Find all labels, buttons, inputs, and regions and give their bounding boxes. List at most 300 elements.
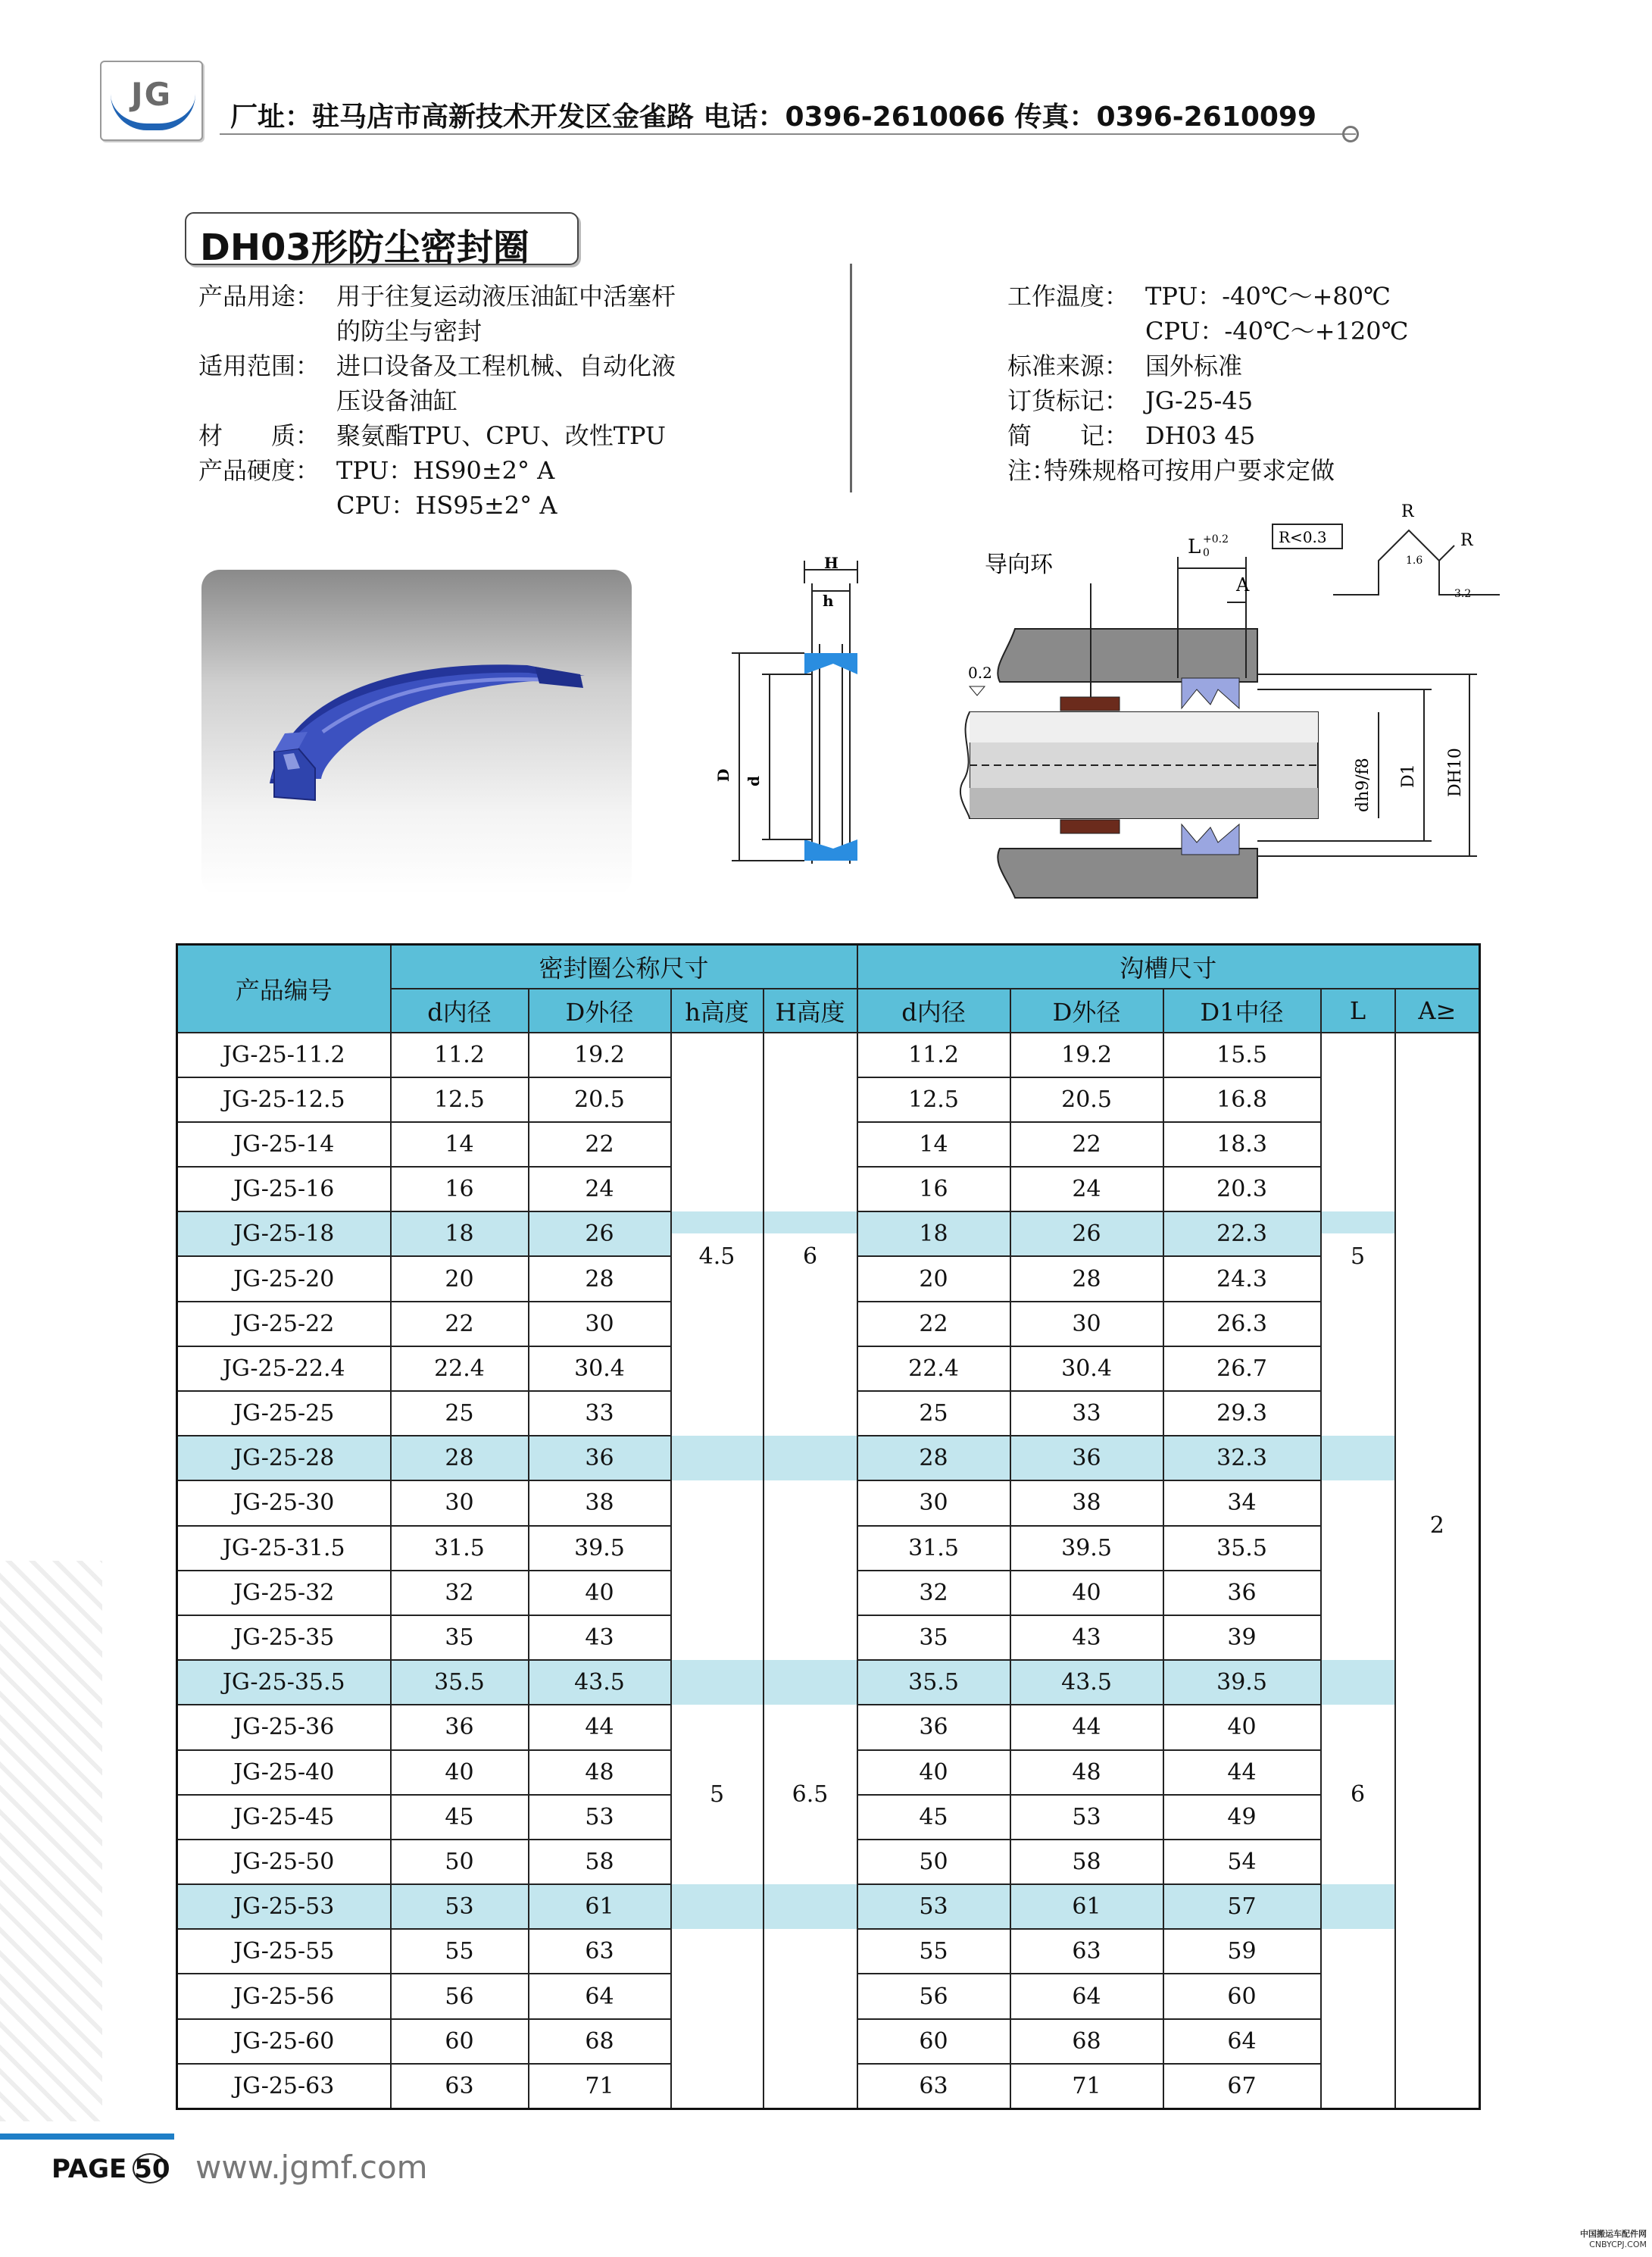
header-groove-A: A≥	[1395, 989, 1480, 1033]
cell-groove-D1: 64	[1163, 2019, 1321, 2064]
cell-groove-d: 35.5	[857, 1660, 1010, 1705]
cell-seal-h	[671, 2064, 764, 2109]
cell-groove-D1: 20.3	[1163, 1167, 1321, 1211]
cell-product-code: JG-25-53	[177, 1884, 391, 1929]
cell-seal-d: 50	[391, 1840, 529, 1884]
table-row	[177, 1929, 1480, 1974]
cell-seal-d: 55	[391, 1929, 529, 1974]
cell-product-code: JG-25-16	[177, 1167, 391, 1211]
table-row	[177, 1436, 1480, 1480]
table-row	[177, 1526, 1480, 1571]
cell-groove-D: 43.5	[1010, 1660, 1163, 1705]
label-D: D	[714, 768, 732, 782]
page-title: DH03形防尘密封圈	[200, 227, 529, 269]
drawing-svg	[682, 485, 1575, 939]
cell-groove-A	[1395, 1256, 1480, 1301]
info_right-label: 简 记：	[1007, 421, 1129, 450]
table-row	[177, 1615, 1480, 1660]
cell-groove-d: 28	[857, 1436, 1010, 1480]
info_left-value: 聚氨酯TPU、CPU、改性TPU	[336, 421, 666, 450]
cell-seal-h	[671, 1615, 764, 1660]
label-d: d	[745, 776, 763, 786]
cell-groove-L	[1321, 1705, 1395, 1749]
page-number	[52, 2153, 170, 2184]
cell-groove-A	[1395, 1929, 1480, 1974]
header-groove-d: d内径	[857, 989, 1010, 1033]
header-groove-D1: D1中径	[1163, 989, 1321, 1033]
cell-seal-h	[671, 1884, 764, 1929]
header-groove-size: 沟槽尺寸	[857, 945, 1480, 989]
cell-groove-D1: 40	[1163, 1705, 1321, 1749]
cell-seal-H	[764, 1884, 857, 1929]
cell-seal-h	[671, 1974, 764, 2018]
cell-seal-d: 22	[391, 1302, 529, 1346]
cell-seal-h: 5	[671, 1772, 764, 1817]
cell-seal-D: 64	[529, 1974, 671, 2018]
table-row	[177, 1167, 1480, 1211]
info_right-row	[1007, 418, 1408, 453]
cell-groove-L	[1321, 1391, 1395, 1436]
cell-seal-h	[671, 1705, 764, 1749]
cell-groove-D: 64	[1010, 1974, 1163, 2018]
cell-groove-D: 30.4	[1010, 1346, 1163, 1391]
cell-groove-d: 11.2	[857, 1033, 1010, 1077]
cell-seal-d: 60	[391, 2019, 529, 2064]
cell-product-code: JG-25-50	[177, 1840, 391, 1884]
table-row	[177, 1302, 1480, 1346]
cell-groove-A	[1395, 1346, 1480, 1391]
cell-seal-H	[764, 1302, 857, 1346]
cell-groove-L	[1321, 1526, 1395, 1571]
info_right-label: 标准来源：	[1007, 352, 1129, 380]
info_right-row	[1007, 279, 1408, 314]
cell-groove-L	[1321, 2019, 1395, 2064]
info-right	[1007, 279, 1408, 488]
cell-seal-h	[671, 1660, 764, 1705]
table-row	[177, 1571, 1480, 1615]
info_right-label: 工作温度：	[1007, 282, 1129, 311]
cell-groove-D: 68	[1010, 2019, 1163, 2064]
cell-groove-A	[1395, 1660, 1480, 1705]
info_left-value: 进口设备及工程机械、自动化液	[336, 352, 676, 380]
label-L-tol2: 0	[1203, 547, 1210, 559]
info_left-label: 适用范围：	[198, 352, 320, 380]
cell-seal-D: 30	[529, 1302, 671, 1346]
cell-seal-D: 36	[529, 1436, 671, 1480]
ring-icon	[1342, 126, 1359, 142]
info_left-row	[198, 349, 676, 383]
cell-groove-d: 25	[857, 1391, 1010, 1436]
info_left-label: 产品用途：	[198, 282, 320, 311]
info_right-label: 注：	[1007, 456, 1057, 485]
cell-groove-L	[1321, 1480, 1395, 1525]
info_right-value: 特殊规格可按用户要求定做	[1044, 456, 1335, 485]
cell-seal-h	[671, 1346, 764, 1391]
cell-groove-D: 44	[1010, 1705, 1163, 1749]
cell-groove-A	[1395, 1795, 1480, 1840]
technical-drawing	[682, 485, 1575, 939]
cell-groove-D1: 36	[1163, 1571, 1321, 1615]
cell-seal-D: 33	[529, 1391, 671, 1436]
cell-product-code: JG-25-32	[177, 1571, 391, 1615]
cell-groove-d: 36	[857, 1705, 1010, 1749]
header-product-code: 产品编号	[177, 945, 391, 1033]
cell-groove-A	[1395, 1884, 1480, 1929]
cell-seal-D: 48	[529, 1750, 671, 1795]
cell-groove-d: 63	[857, 2064, 1010, 2109]
cell-groove-L	[1321, 1884, 1395, 1929]
cell-groove-D: 38	[1010, 1480, 1163, 1525]
footer-url: www.jgmf.com	[195, 2149, 428, 2186]
table-row	[177, 1256, 1480, 1301]
cell-seal-D: 71	[529, 2064, 671, 2109]
cell-groove-D: 33	[1010, 1391, 1163, 1436]
info-divider	[850, 264, 852, 492]
cell-groove-A	[1395, 1302, 1480, 1346]
cell-groove-L: 6	[1321, 1772, 1395, 1817]
cell-product-code: JG-25-20	[177, 1256, 391, 1301]
cell-seal-h	[671, 1571, 764, 1615]
cell-groove-d: 55	[857, 1929, 1010, 1974]
cell-seal-D: 61	[529, 1884, 671, 1929]
cell-seal-h	[671, 1929, 764, 1974]
cell-groove-d: 53	[857, 1884, 1010, 1929]
cell-groove-d: 60	[857, 2019, 1010, 2064]
info-left	[198, 279, 676, 523]
info_left-value: CPU：HS95±2° A	[336, 491, 557, 520]
cell-seal-H	[764, 1660, 857, 1705]
cell-groove-A	[1395, 1077, 1480, 1122]
cell-groove-D1: 34	[1163, 1480, 1321, 1525]
cell-seal-d: 14	[391, 1122, 529, 1167]
cell-groove-D1: 26.3	[1163, 1302, 1321, 1346]
cell-seal-H	[764, 1526, 857, 1571]
cell-seal-d: 56	[391, 1974, 529, 2018]
info_right-row	[1007, 314, 1408, 349]
cell-seal-H	[764, 1929, 857, 1974]
cell-seal-H	[764, 1122, 857, 1167]
cell-groove-A	[1395, 1122, 1480, 1167]
cell-groove-d: 22	[857, 1302, 1010, 1346]
table-row	[177, 1660, 1480, 1705]
address-line: 厂址：驻马店市高新技术开发区金雀路 电话：0396-2610066 传真：0396-2610099	[230, 102, 1317, 133]
label-r16: 1.6	[1406, 555, 1423, 567]
cell-seal-h	[671, 1122, 764, 1167]
label-R2: R	[1460, 531, 1473, 550]
label-guide-ring: 导向环	[985, 552, 1053, 578]
cell-groove-A	[1395, 1211, 1480, 1256]
cell-seal-H: 6.5	[764, 1772, 857, 1817]
cell-groove-D: 24	[1010, 1167, 1163, 1211]
cell-seal-h	[671, 1436, 764, 1480]
company-logo	[100, 61, 203, 141]
table-row	[177, 1391, 1480, 1436]
cell-seal-d: 20	[391, 1256, 529, 1301]
table-row	[177, 1884, 1480, 1929]
cell-seal-h	[671, 1167, 764, 1211]
cell-product-code: JG-25-18	[177, 1211, 391, 1256]
cell-groove-A	[1395, 1436, 1480, 1480]
cell-groove-L	[1321, 1974, 1395, 2018]
cell-seal-h	[671, 2019, 764, 2064]
cell-groove-D1: 32.3	[1163, 1436, 1321, 1480]
cell-groove-D1: 67	[1163, 2064, 1321, 2109]
table-row	[177, 1033, 1480, 1077]
cell-seal-D: 20.5	[529, 1077, 671, 1122]
cell-product-code: JG-25-40	[177, 1750, 391, 1795]
cell-seal-D: 43.5	[529, 1660, 671, 1705]
cell-product-code: JG-25-60	[177, 2019, 391, 2064]
cell-groove-D: 28	[1010, 1256, 1163, 1301]
cell-product-code: JG-25-36	[177, 1705, 391, 1749]
info_left-row	[198, 383, 676, 418]
cell-seal-H	[764, 1033, 857, 1077]
cell-groove-D1: 16.8	[1163, 1077, 1321, 1122]
cell-groove-d: 45	[857, 1795, 1010, 1840]
table-row	[177, 1840, 1480, 1884]
cell-groove-d: 35	[857, 1615, 1010, 1660]
cell-groove-D: 63	[1010, 1929, 1163, 1974]
cell-seal-H	[764, 2064, 857, 2109]
cell-groove-A	[1395, 1033, 1480, 1077]
cell-groove-d: 32	[857, 1571, 1010, 1615]
spec-table	[176, 943, 1481, 2110]
cell-product-code: JG-25-25	[177, 1391, 391, 1436]
cell-groove-D1: 59	[1163, 1929, 1321, 1974]
cell-groove-D1: 18.3	[1163, 1122, 1321, 1167]
cell-seal-d: 28	[391, 1436, 529, 1480]
cell-seal-d: 12.5	[391, 1077, 529, 1122]
cell-seal-d: 30	[391, 1480, 529, 1525]
cell-seal-D: 63	[529, 1929, 671, 1974]
page-number-value: 50	[134, 2154, 170, 2184]
cell-groove-D: 30	[1010, 1302, 1163, 1346]
cell-groove-D: 40	[1010, 1571, 1163, 1615]
header-seal-size: 密封圈公称尺寸	[391, 945, 857, 989]
header-groove-D: D外径	[1010, 989, 1163, 1033]
cell-groove-D: 71	[1010, 2064, 1163, 2109]
cell-seal-D: 24	[529, 1167, 671, 1211]
label-DH10: DH10	[1446, 748, 1465, 797]
cell-product-code: JG-25-63	[177, 2064, 391, 2109]
cell-seal-H	[764, 1480, 857, 1525]
cell-product-code: JG-25-14	[177, 1122, 391, 1167]
header-seal-D: D外径	[529, 989, 671, 1033]
cell-groove-L	[1321, 1033, 1395, 1077]
cell-groove-D1: 35.5	[1163, 1526, 1321, 1571]
cell-groove-D1: 39.5	[1163, 1660, 1321, 1705]
label-L-tol: +0.2	[1203, 533, 1229, 545]
cell-seal-d: 32	[391, 1571, 529, 1615]
page-header	[0, 0, 1652, 159]
title-box	[185, 212, 579, 269]
cell-seal-H	[764, 1077, 857, 1122]
table-row	[177, 1480, 1480, 1525]
cell-groove-d: 22.4	[857, 1346, 1010, 1391]
cell-groove-D1: 15.5	[1163, 1033, 1321, 1077]
info_left-value: 用于往复运动液压油缸中活塞杆	[336, 282, 676, 311]
cell-groove-d: 31.5	[857, 1526, 1010, 1571]
cell-seal-d: 53	[391, 1884, 529, 1929]
cell-seal-D: 26	[529, 1211, 671, 1256]
cell-groove-d: 18	[857, 1211, 1010, 1256]
watermark	[1580, 2229, 1647, 2250]
label-r32: 3.2	[1454, 588, 1472, 600]
cell-groove-D1: 22.3	[1163, 1211, 1321, 1256]
cell-groove-D1: 54	[1163, 1840, 1321, 1884]
table-row	[177, 1974, 1480, 2018]
cell-seal-H	[764, 1436, 857, 1480]
cell-seal-D: 53	[529, 1795, 671, 1840]
info_left-value: 的防尘与密封	[336, 317, 482, 345]
cell-groove-D: 22	[1010, 1122, 1163, 1167]
cell-seal-d: 31.5	[391, 1526, 529, 1571]
cell-seal-d: 11.2	[391, 1033, 529, 1077]
cell-groove-D1: 39	[1163, 1615, 1321, 1660]
cell-groove-L: 5	[1321, 1233, 1395, 1278]
cell-seal-D: 38	[529, 1480, 671, 1525]
cell-seal-d: 45	[391, 1795, 529, 1840]
cell-seal-D: 22	[529, 1122, 671, 1167]
cell-seal-H	[764, 1840, 857, 1884]
header-seal-h: h高度	[671, 989, 764, 1033]
cell-groove-d: 50	[857, 1840, 1010, 1884]
info_right-value: JG-25-45	[1145, 386, 1254, 415]
cell-groove-D1: 44	[1163, 1750, 1321, 1795]
cell-product-code: JG-25-22.4	[177, 1346, 391, 1391]
cell-groove-d: 20	[857, 1256, 1010, 1301]
table-row	[177, 1346, 1480, 1391]
header-rule	[220, 133, 1356, 135]
cell-seal-h	[671, 1526, 764, 1571]
info_left-row	[198, 453, 676, 488]
cell-seal-d: 16	[391, 1167, 529, 1211]
label-h: h	[823, 592, 834, 610]
cell-seal-h	[671, 1077, 764, 1122]
cell-product-code: JG-25-12.5	[177, 1077, 391, 1122]
cell-groove-L	[1321, 1346, 1395, 1391]
info_left-row	[198, 418, 676, 453]
info_right-value: CPU：-40℃～+120℃	[1145, 317, 1409, 345]
cell-groove-L	[1321, 1571, 1395, 1615]
cell-seal-D: 19.2	[529, 1033, 671, 1077]
cell-seal-d: 25	[391, 1391, 529, 1436]
cell-product-code: JG-25-11.2	[177, 1033, 391, 1077]
page-label: PAGE	[52, 2154, 127, 2184]
cell-seal-h	[671, 1840, 764, 1884]
cell-groove-A	[1395, 1391, 1480, 1436]
seal-photo-svg	[201, 570, 632, 896]
info_right-row	[1007, 349, 1408, 383]
cell-seal-h	[671, 1480, 764, 1525]
info_left-row	[198, 314, 676, 349]
label-R1: R	[1401, 502, 1414, 521]
cell-groove-d: 12.5	[857, 1077, 1010, 1122]
cell-groove-d: 16	[857, 1167, 1010, 1211]
cell-product-code: JG-25-30	[177, 1480, 391, 1525]
cell-groove-D1: 29.3	[1163, 1391, 1321, 1436]
cell-groove-L	[1321, 1077, 1395, 1122]
cell-seal-h: 4.5	[671, 1233, 764, 1278]
cell-seal-d: 63	[391, 2064, 529, 2109]
cell-groove-D: 19.2	[1010, 1033, 1163, 1077]
cell-groove-A	[1395, 1705, 1480, 1749]
cell-groove-D: 36	[1010, 1436, 1163, 1480]
table-row	[177, 1795, 1480, 1840]
cell-seal-D: 30.4	[529, 1346, 671, 1391]
cell-seal-d: 36	[391, 1705, 529, 1749]
cell-seal-H	[764, 2019, 857, 2064]
watermark-line1: 中国搬运车配件网	[1580, 2229, 1647, 2239]
table-row	[177, 2019, 1480, 2064]
label-H: H	[824, 554, 838, 572]
table-row	[177, 2064, 1480, 2109]
cell-seal-D: 40	[529, 1571, 671, 1615]
cell-groove-d: 40	[857, 1750, 1010, 1795]
info_left-row	[198, 488, 676, 523]
cell-seal-H	[764, 1615, 857, 1660]
cell-groove-D: 26	[1010, 1211, 1163, 1256]
cell-seal-h	[671, 1302, 764, 1346]
cell-groove-D1: 60	[1163, 1974, 1321, 2018]
info_right-row	[1007, 453, 1408, 488]
cell-groove-d: 56	[857, 1974, 1010, 2018]
seal-section-drawing	[714, 554, 857, 864]
cell-product-code: JG-25-45	[177, 1795, 391, 1840]
label-rough1: 0.2	[968, 664, 992, 682]
installation-drawing	[960, 502, 1500, 898]
info_right-value: TPU：-40℃～+80℃	[1145, 282, 1391, 311]
cell-seal-d: 35.5	[391, 1660, 529, 1705]
cell-groove-D: 43	[1010, 1615, 1163, 1660]
info_left-label: 产品硬度：	[198, 456, 320, 485]
cell-groove-L	[1321, 1167, 1395, 1211]
info_left-value: 压设备油缸	[336, 386, 458, 415]
cell-groove-A	[1395, 2064, 1480, 2109]
label-A: A	[1236, 574, 1250, 596]
cell-groove-L	[1321, 1302, 1395, 1346]
cell-seal-H	[764, 1167, 857, 1211]
cell-seal-D: 28	[529, 1256, 671, 1301]
cell-groove-A	[1395, 1571, 1480, 1615]
cell-groove-L	[1321, 1840, 1395, 1884]
cell-seal-D: 39.5	[529, 1526, 671, 1571]
label-D1: D1	[1399, 764, 1418, 788]
cell-groove-A	[1395, 1750, 1480, 1795]
cell-groove-L	[1321, 2064, 1395, 2109]
cell-seal-H	[764, 1705, 857, 1749]
info_left-row	[198, 279, 676, 314]
cell-groove-D: 53	[1010, 1795, 1163, 1840]
cell-groove-D1: 49	[1163, 1795, 1321, 1840]
cell-groove-D: 20.5	[1010, 1077, 1163, 1122]
cell-product-code: JG-25-28	[177, 1436, 391, 1480]
info_left-label: 材 质：	[198, 421, 320, 450]
table-row	[177, 1122, 1480, 1167]
cell-groove-d: 14	[857, 1122, 1010, 1167]
cell-groove-d: 30	[857, 1480, 1010, 1525]
header-groove-L: L	[1321, 989, 1395, 1033]
product-photo	[201, 570, 632, 896]
cell-groove-L	[1321, 1436, 1395, 1480]
label-dh9: dh9/f8	[1354, 758, 1373, 812]
cell-seal-H	[764, 1346, 857, 1391]
cell-seal-h	[671, 1391, 764, 1436]
cell-seal-H	[764, 1974, 857, 2018]
cell-product-code: JG-25-55	[177, 1929, 391, 1974]
header-seal-d: d内径	[391, 989, 529, 1033]
table-row	[177, 1705, 1480, 1749]
